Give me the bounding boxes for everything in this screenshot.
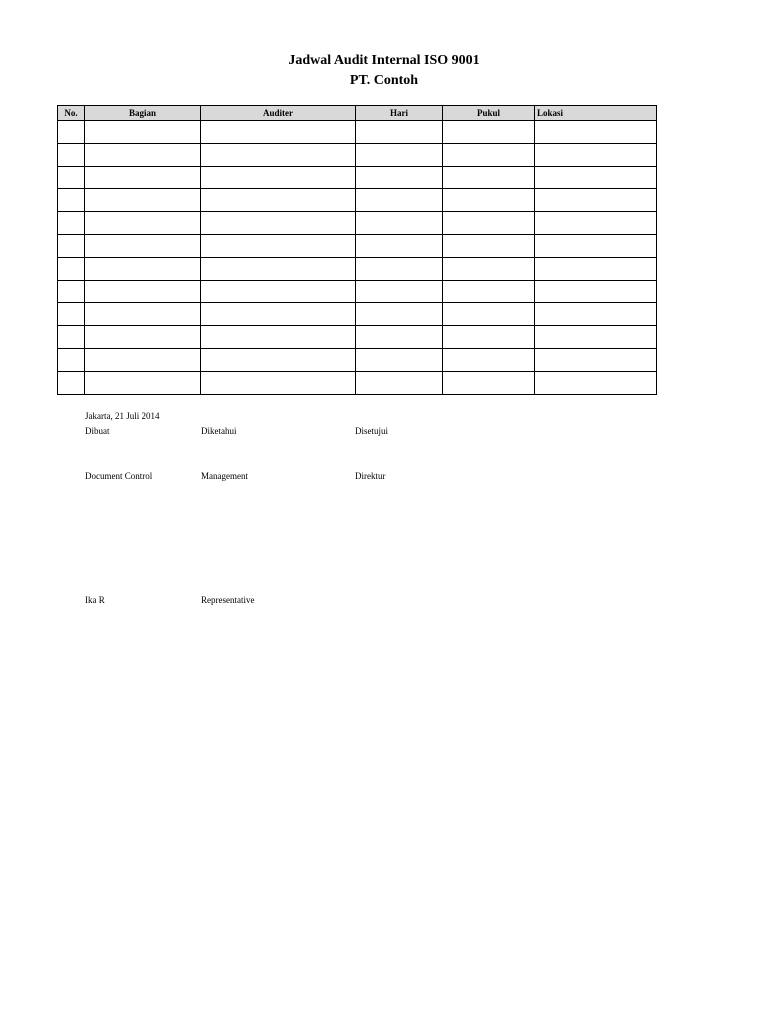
cell-pukul — [443, 234, 535, 257]
cell-lokasi — [535, 234, 657, 257]
document-title: Jadwal Audit Internal ISO 9001 — [288, 53, 480, 68]
known-by-role: Management — [201, 471, 248, 481]
cell-auditer — [201, 166, 356, 189]
cell-bagian — [85, 166, 201, 189]
cell-lokasi — [535, 371, 657, 394]
cell-lokasi — [535, 280, 657, 303]
place-date: Jakarta, 21 Juli 2014 — [85, 411, 160, 421]
cell-no — [58, 371, 85, 394]
table-header-row — [58, 106, 657, 121]
audit-schedule-table — [57, 105, 657, 395]
cell-no — [58, 234, 85, 257]
cell-hari — [356, 234, 443, 257]
header-pukul: Pukul — [443, 106, 535, 121]
cell-pukul — [443, 212, 535, 235]
table-row — [58, 234, 657, 257]
cell-bagian — [85, 189, 201, 212]
cell-bagian — [85, 121, 201, 144]
cell-lokasi — [535, 189, 657, 212]
cell-hari — [356, 121, 443, 144]
table-row — [58, 303, 657, 326]
cell-no — [58, 280, 85, 303]
cell-bagian — [85, 348, 201, 371]
cell-pukul — [443, 371, 535, 394]
table-row — [58, 166, 657, 189]
known-by-label: Diketahui — [201, 426, 237, 436]
cell-auditer — [201, 189, 356, 212]
table-body — [58, 121, 657, 395]
cell-no — [58, 326, 85, 349]
cell-pukul — [443, 326, 535, 349]
cell-hari — [356, 280, 443, 303]
cell-bagian — [85, 212, 201, 235]
cell-pukul — [443, 348, 535, 371]
cell-auditer — [201, 257, 356, 280]
cell-no — [58, 348, 85, 371]
table-row — [58, 326, 657, 349]
cell-lokasi — [535, 166, 657, 189]
cell-pukul — [443, 280, 535, 303]
made-by-label: Dibuat — [85, 426, 110, 436]
approved-by-role: Direktur — [355, 471, 386, 481]
cell-no — [58, 121, 85, 144]
table-row — [58, 371, 657, 394]
cell-bagian — [85, 143, 201, 166]
cell-lokasi — [535, 326, 657, 349]
cell-hari — [356, 166, 443, 189]
table-row — [58, 212, 657, 235]
cell-auditer — [201, 303, 356, 326]
cell-no — [58, 257, 85, 280]
approved-by-label: Disetujui — [355, 426, 388, 436]
table-row — [58, 348, 657, 371]
cell-hari — [356, 326, 443, 349]
cell-no — [58, 303, 85, 326]
cell-auditer — [201, 143, 356, 166]
cell-bagian — [85, 257, 201, 280]
cell-hari — [356, 257, 443, 280]
header-no: No. — [58, 106, 85, 121]
cell-no — [58, 143, 85, 166]
cell-bagian — [85, 326, 201, 349]
header-auditer: Auditer — [201, 106, 356, 121]
cell-no — [58, 189, 85, 212]
cell-pukul — [443, 143, 535, 166]
cell-pukul — [443, 166, 535, 189]
cell-hari — [356, 371, 443, 394]
cell-bagian — [85, 234, 201, 257]
cell-auditer — [201, 212, 356, 235]
cell-pukul — [443, 303, 535, 326]
cell-auditer — [201, 348, 356, 371]
cell-pukul — [443, 257, 535, 280]
company-name: PT. Contoh — [349, 73, 419, 88]
made-by-name: Ika R — [85, 595, 105, 605]
table-row — [58, 143, 657, 166]
cell-hari — [356, 189, 443, 212]
cell-pukul — [443, 189, 535, 212]
cell-bagian — [85, 280, 201, 303]
cell-hari — [356, 143, 443, 166]
cell-no — [58, 166, 85, 189]
header-bagian: Bagian — [85, 106, 201, 121]
header-hari: Hari — [356, 106, 443, 121]
cell-auditer — [201, 280, 356, 303]
cell-lokasi — [535, 143, 657, 166]
cell-bagian — [85, 371, 201, 394]
cell-auditer — [201, 371, 356, 394]
cell-pukul — [443, 121, 535, 144]
cell-auditer — [201, 121, 356, 144]
cell-lokasi — [535, 121, 657, 144]
cell-no — [58, 212, 85, 235]
table-row — [58, 280, 657, 303]
cell-hari — [356, 348, 443, 371]
cell-hari — [356, 303, 443, 326]
table-row — [58, 257, 657, 280]
header-lokasi: Lokasi — [535, 106, 657, 121]
cell-lokasi — [535, 212, 657, 235]
cell-lokasi — [535, 303, 657, 326]
cell-lokasi — [535, 257, 657, 280]
cell-auditer — [201, 326, 356, 349]
table-row — [58, 189, 657, 212]
known-by-name: Representative — [201, 595, 255, 605]
table-row — [58, 121, 657, 144]
cell-lokasi — [535, 348, 657, 371]
cell-bagian — [85, 303, 201, 326]
cell-auditer — [201, 234, 356, 257]
made-by-role: Document Control — [85, 471, 153, 481]
cell-hari — [356, 212, 443, 235]
